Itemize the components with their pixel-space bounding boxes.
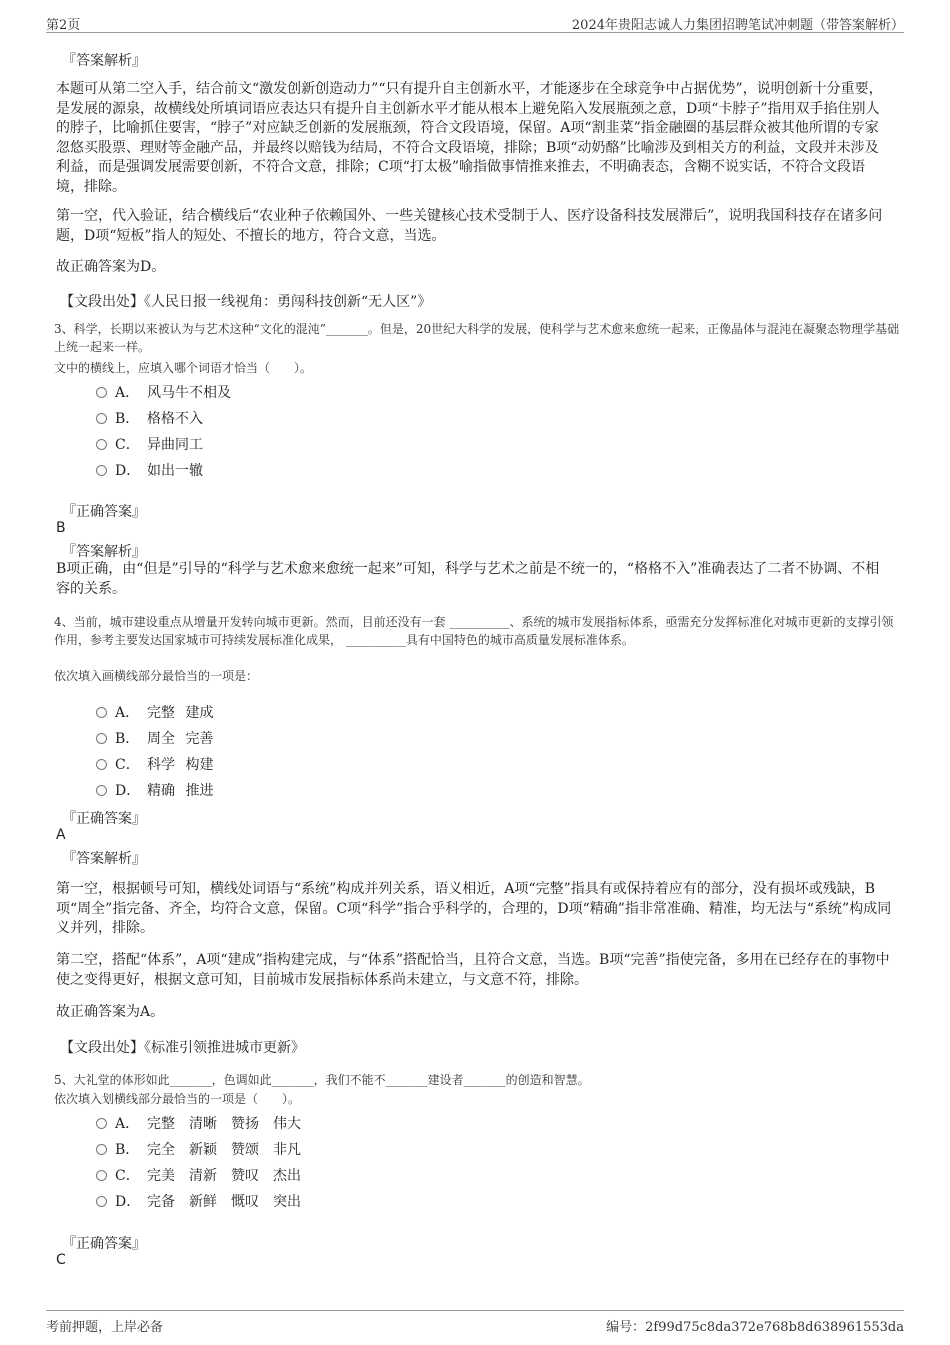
radio-icon[interactable] [96,1196,107,1207]
radio-icon[interactable] [96,413,107,424]
analysis-paragraph: 第一空，代入验证，结合横线后“农业种子依赖国外、一些关键核心技术受制于人、医疗设备科技发展滞后”，说明我国科技存在诸多问题，D项“短板”指人的短处、不擅长的地方，符合文意，当选。 [56,208,883,244]
page-footer [46,1310,904,1335]
correct-answer-label: 『正确答案』 [62,1236,146,1252]
analysis-label: 『答案解析』 [62,544,146,560]
analysis-paragraph: 本题可从第二空入手，结合前文“激发创新创造动力”“只有提升自主创新水平，才能逐步在全球竞争中占据优势”，说明创新十分重要，是发展的源泉，故横线处所填词语应表达只有提升自主创新水平才能从根本上避免陷入发展瓶颈之意，D项“卡脖子”指用双手掐住别人的脖子，比喻抓住要害，“脖子”对应缺乏创新的发展瓶颈，符合文段语境，保留。A项“割韭菜”指金融圈的基层群众被其他所谓的专家忽悠买股票、理财等金融产品，并最终以赔钱为结局，不符合文段语境，排除；B项“动奶酪”比喻涉及到相关方的利益，文段并未涉及利益，而是强调发展需要创新，不符合文意，排除；C项“打太极”喻指做事情推来推去，不明确表态，含糊不说实话，不符合文段语境，排除。 [56,81,883,195]
option-b[interactable]: B． 周全 完善 [96,728,213,748]
source-citation: 【文段出处】《标准引领推进城市更新》 [60,1040,305,1056]
correct-answer-label: 『正确答案』 [62,504,146,520]
question-prompt: 文中的横线上，应填入哪个词语才恰当（ ）。 [54,361,313,375]
option-a[interactable]: A． 完整 清晰 赞扬 伟大 [96,1113,315,1133]
correct-answer: C [56,1252,66,1268]
radio-icon[interactable] [96,387,107,398]
option-a[interactable]: A． 风马牛不相及 [96,382,231,402]
question-stem: 4、当前，城市建设重点从增量开发转向城市更新。然而，目前还没有一套 __________、系统的城市发展指标体系，亟需充分发挥标准化对城市更新的支撑引领作用，参考主要发达国家城市可持续发展标准化成果， __________具有中国特色的城市高质量发展标准体系。 [54,615,894,647]
analysis-paragraph: B项正确，由“但是”引导的“科学与艺术愈来愈统一起来”可知，科学与艺术之前是不统一的，“格格不入”准确表达了二者不协调、不相容的关系。 [56,561,880,597]
radio-icon[interactable] [96,759,107,770]
document-title: 2024年贵阳志诚人力集团招聘笔试冲刺题（带答案解析） [571,18,904,33]
question-stem: 3、科学，长期以来被认为与艺术这种“文化的混沌”_______。但是，20世纪大科学的发展，使科学与艺术愈来愈统一起来，正像晶体与混沌在凝聚态物理学基础上统一起来一样。 [54,322,900,354]
radio-icon[interactable] [96,465,107,476]
document-id: 编号：2f99d75c8da372e768b8d638961553da [606,1320,904,1335]
radio-icon[interactable] [96,733,107,744]
correct-answer: A [56,827,66,843]
radio-icon[interactable] [96,1144,107,1155]
option-a[interactable]: A． 完整 建成 [96,702,213,722]
correct-answer: B [56,520,66,536]
question-prompt: 依次填入划横线部分最恰当的一项是（ ）。 [54,1092,301,1106]
conclusion: 故正确答案为A。 [56,1004,165,1020]
page-number: 第2页 [46,18,81,33]
radio-icon[interactable] [96,439,107,450]
option-c[interactable]: C． 完美 清新 赞叹 杰出 [96,1165,315,1185]
option-d[interactable]: D． 如出一辙 [96,460,203,480]
option-d[interactable]: D． 完备 新鲜 慨叹 突出 [96,1191,315,1211]
option-c[interactable]: C． 异曲同工 [96,434,203,454]
radio-icon[interactable] [96,1170,107,1181]
analysis-paragraph: 第一空，根据顿号可知，横线处词语与“系统”构成并列关系，语义相近，A项“完整”指具有或保持着应有的部分，没有损坏或残缺，B项“周全”指完备、齐全，均符合文意，保留。C项“科学”指合乎科学的，合理的，D项“精确”指非常准确、精准，均无法与“系统”构成同义并列，排除。 [56,881,892,936]
analysis-label: 『答案解析』 [62,851,146,867]
radio-icon[interactable] [96,707,107,718]
page-header [46,10,904,33]
option-b[interactable]: B． 格格不入 [96,408,203,428]
correct-answer-label: 『正确答案』 [62,811,146,827]
option-d[interactable]: D． 精确 推进 [96,780,213,800]
source-citation: 【文段出处】《人民日报一线视角：勇闯科技创新“无人区”》 [60,294,432,310]
analysis-label: 『答案解析』 [62,53,146,69]
conclusion: 故正确答案为D。 [56,259,166,275]
option-b[interactable]: B． 完全 新颖 赞颂 非凡 [96,1139,315,1159]
question-prompt: 依次填入画横线部分最恰当的一项是： [54,669,259,683]
footer-slogan: 考前押题，上岸必备 [46,1320,164,1335]
question-stem: 5、大礼堂的体形如此_______，色调如此_______，我们不能不_______建设者_______的创造和智慧。 [54,1073,590,1087]
radio-icon[interactable] [96,785,107,796]
radio-icon[interactable] [96,1118,107,1129]
analysis-paragraph: 第二空，搭配“体系”，A项“建成”指构建完成，与“体系”搭配恰当，且符合文意，当选。B项“完善”指使完备，多用在已经存在的事物中使之变得更好，根据文意可知，目前城市发展指标体系尚未建立，与文意不符，排除。 [56,952,890,988]
option-c[interactable]: C． 科学 构建 [96,754,213,774]
